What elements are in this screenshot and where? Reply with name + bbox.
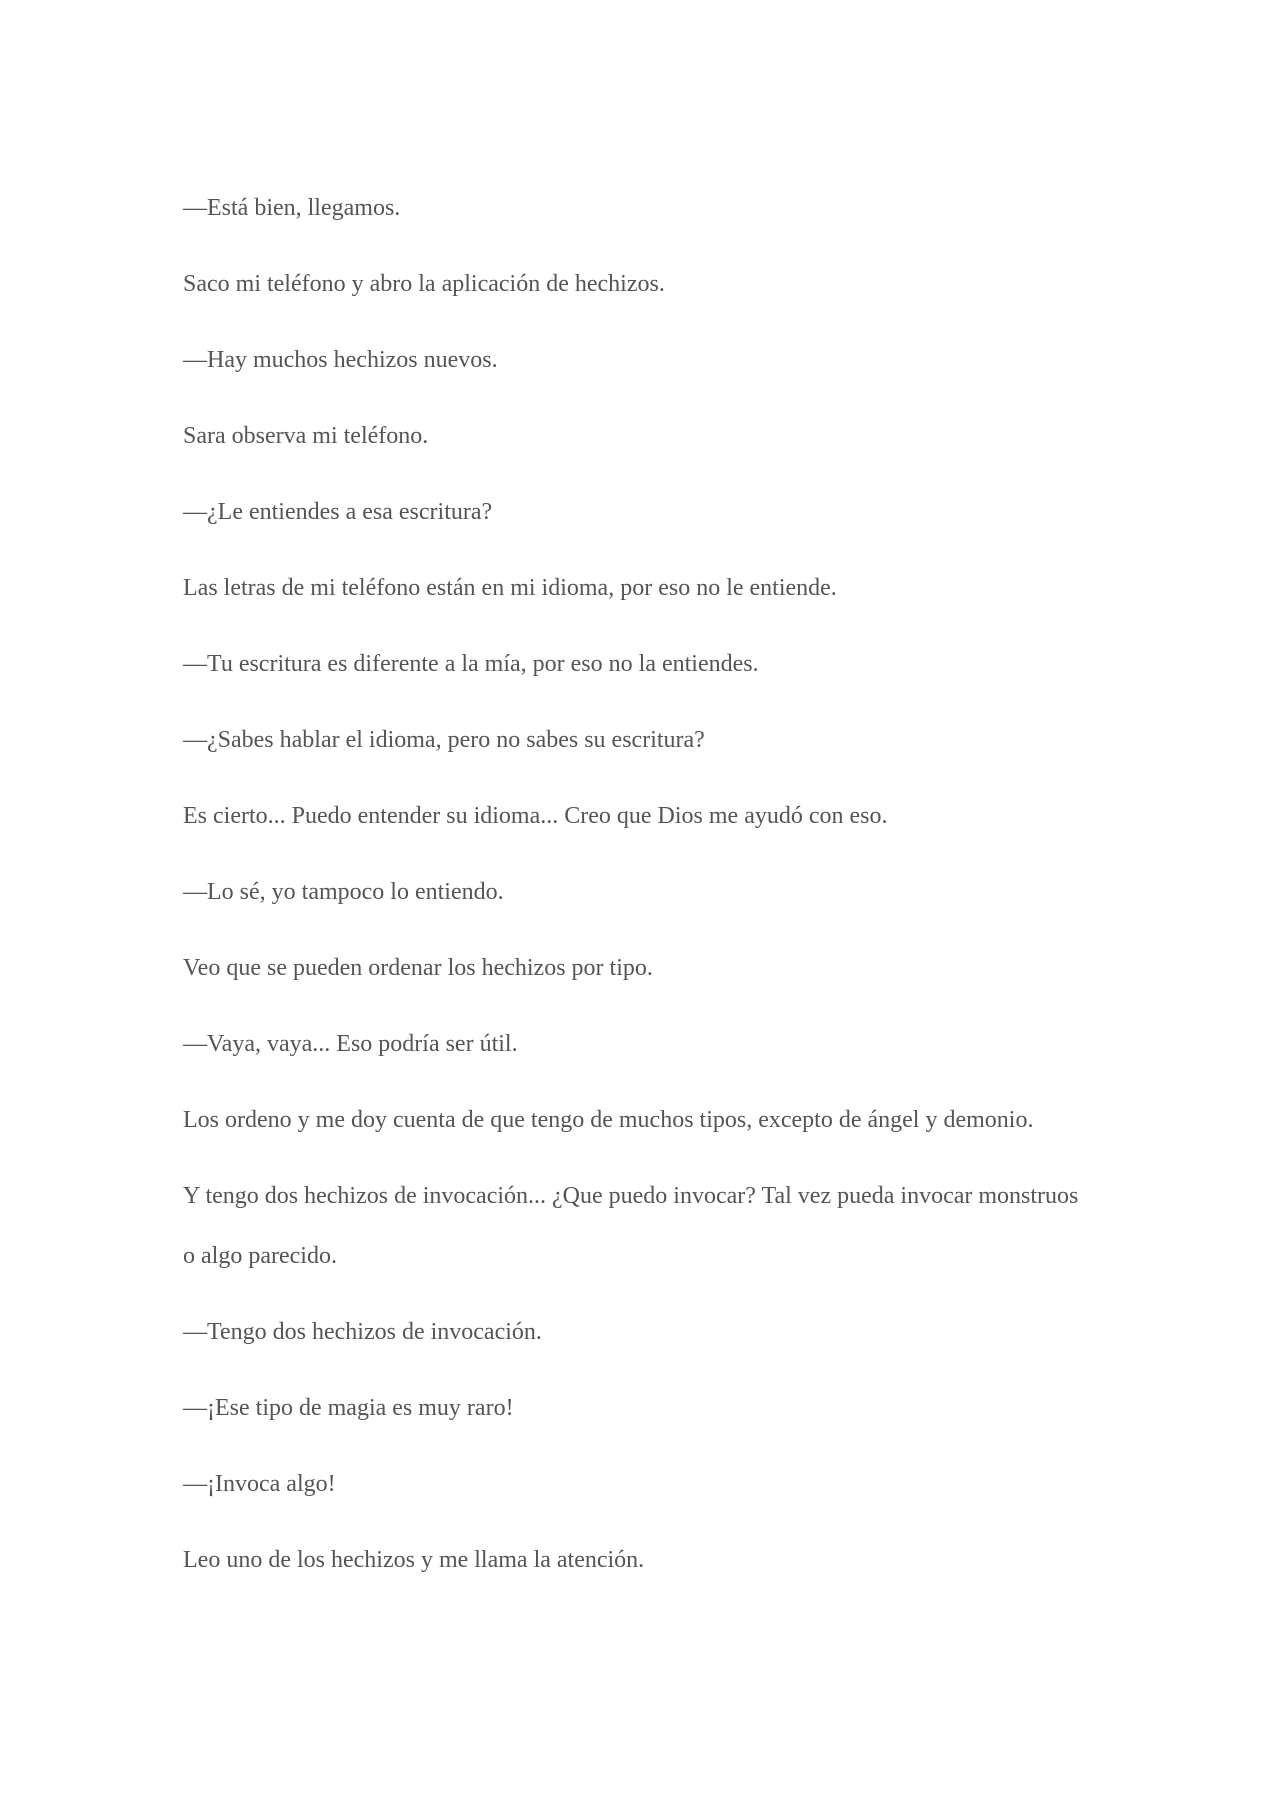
paragraph: —Vaya, vaya... Eso podría ser útil. <box>183 1031 518 1057</box>
paragraph: Los ordeno y me doy cuenta de que tengo de muchos tipos, excepto de ángel y demonio. <box>183 1107 1034 1133</box>
paragraph: —¿Sabes hablar el idioma, pero no sabes su escritura? <box>183 727 705 753</box>
paragraph: Y tengo dos hechizos de invocación... ¿Que puedo invocar? Tal vez pueda invocar monstruos o algo parecido. <box>183 1183 1079 1269</box>
paragraph: —Lo sé, yo tampoco lo entiendo. <box>183 879 504 905</box>
paragraph: Saco mi teléfono y abro la aplicación de hechizos. <box>183 271 665 297</box>
paragraph: —Tu escritura es diferente a la mía, por eso no la entiendes. <box>183 651 759 677</box>
paragraph: —Hay muchos hechizos nuevos. <box>183 347 498 373</box>
paragraph: Leo uno de los hechizos y me llama la atención. <box>183 1547 645 1573</box>
paragraph: —¿Le entiendes a esa escritura? <box>183 499 493 525</box>
paragraph: —Tengo dos hechizos de invocación. <box>183 1319 542 1345</box>
paragraph: Las letras de mi teléfono están en mi idioma, por eso no le entiende. <box>183 575 837 601</box>
paragraph: —¡Invoca algo! <box>183 1471 336 1497</box>
paragraph: Es cierto... Puedo entender su idioma... Creo que Dios me ayudó con eso. <box>183 803 888 829</box>
document-body <box>183 178 1083 1606</box>
paragraph: —¡Ese tipo de magia es muy raro! <box>183 1395 514 1421</box>
paragraph: —Está bien, llegamos. <box>183 195 401 221</box>
paragraph: Sara observa mi teléfono. <box>183 423 429 449</box>
paragraph: Veo que se pueden ordenar los hechizos por tipo. <box>183 955 653 981</box>
